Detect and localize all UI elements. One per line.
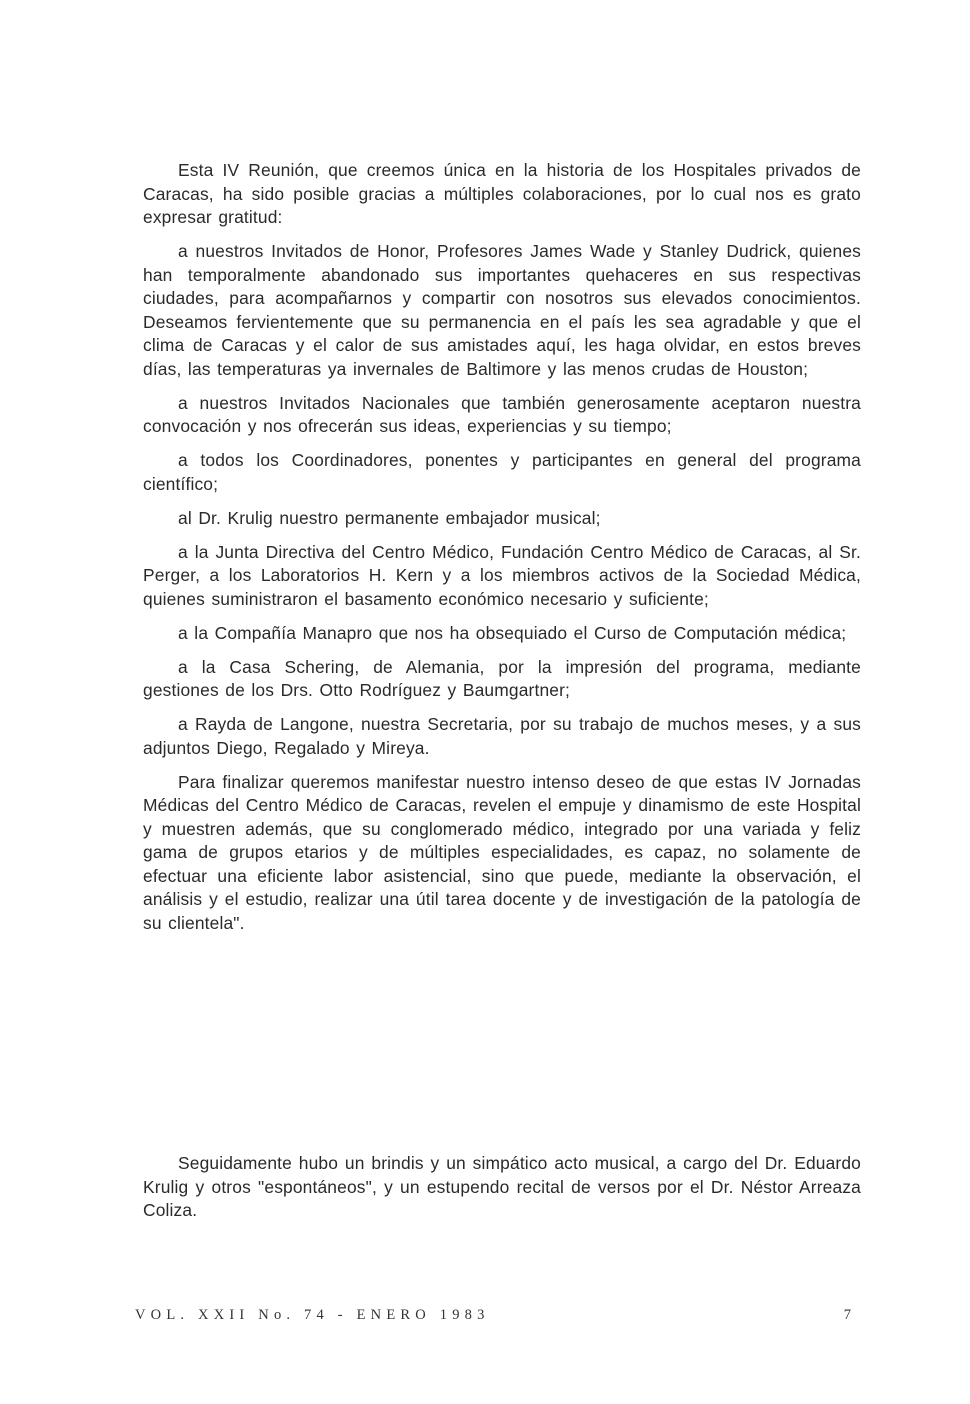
page-footer: [135, 1307, 851, 1329]
manapro-paragraph: a la Compañía Manapro que nos ha obsequiado el Curso de Computación médica;: [178, 622, 847, 643]
closing-note-text: [143, 1152, 861, 1223]
national-guests-paragraph: a nuestros Invitados Nacionales que también generosamente aceptaron nuestra convocación y nos ofrecerán sus ideas, experiencias y su tiempo;: [143, 392, 861, 436]
closing-note-paragraph: Seguidamente hubo un brindis y un simpático acto musical, a cargo del Dr. Eduardo Krulig y otros "espontáneos", y un estupendo recital de versos por el Dr. Néstor Arreaza Coliza.: [143, 1153, 861, 1220]
coordinators-paragraph: a todos los Coordinadores, ponentes y participantes en general del programa científico;: [143, 450, 861, 494]
main-body-text: [143, 159, 861, 935]
intro-paragraph: Esta IV Reunión, que creemos única en la historia de los Hospitales privados de Caracas, ha sido posible gracias a múltiples colaboraciones, por lo cual nos es grato expresar gratitud:: [143, 160, 861, 227]
conclusion-paragraph: Para finalizar queremos manifestar nuestro intenso deseo de que estas IV Jornadas Médicas del Centro Médico de Caracas, revelen el empuje y dinamismo de este Hospital y muestren además, que su conglomerado médico, integrado por una variada y feliz gama de grupos etarios y de múltiples especialidades, es capaz, no solamente de efectuar una eficiente labor asistencial, sino que puede, mediante la observación, el análisis y el estudio, realizar una útil tarea docente y de investigación de la patología de su clientela".: [143, 771, 861, 933]
secretary-paragraph: a Rayda de Langone, nuestra Secretaria, por su trabajo de muchos meses, y a sus adjuntos Diego, Regalado y Mireya.: [143, 714, 861, 758]
schering-paragraph: a la Casa Schering, de Alemania, por la impresión del programa, mediante gestiones de los Drs. Otto Rodríguez y Baumgartner;: [143, 656, 861, 700]
issue-line: VOL. XXII No. 74 - ENERO 1983: [135, 1307, 490, 1323]
krulig-paragraph: al Dr. Krulig nuestro permanente embajador musical;: [178, 507, 601, 528]
honor-guests-paragraph: a nuestros Invitados de Honor, Profesores James Wade y Stanley Dudrick, quienes han temporalmente abandonado sus importantes quehaceres en sus respectivas ciudades, para acompañarnos y compartir con nosotros sus elevados conocimientos. Deseamos fervientemente que su permanencia en el país les sea agradable y que el clima de Caracas y el calor de sus amistades aquí, les haga olvidar, en estos breves días, las temperaturas ya invernales de Baltimore y las menos crudas de Houston;: [143, 241, 861, 379]
page-number: 7: [843, 1307, 851, 1323]
board-paragraph: a la Junta Directiva del Centro Médico, Fundación Centro Médico de Caracas, al Sr. Perger, a los Laboratorios H. Kern y a los miembros activos de la Sociedad Médica, quienes suministraron el basamento económico necesario y suficiente;: [143, 541, 861, 609]
